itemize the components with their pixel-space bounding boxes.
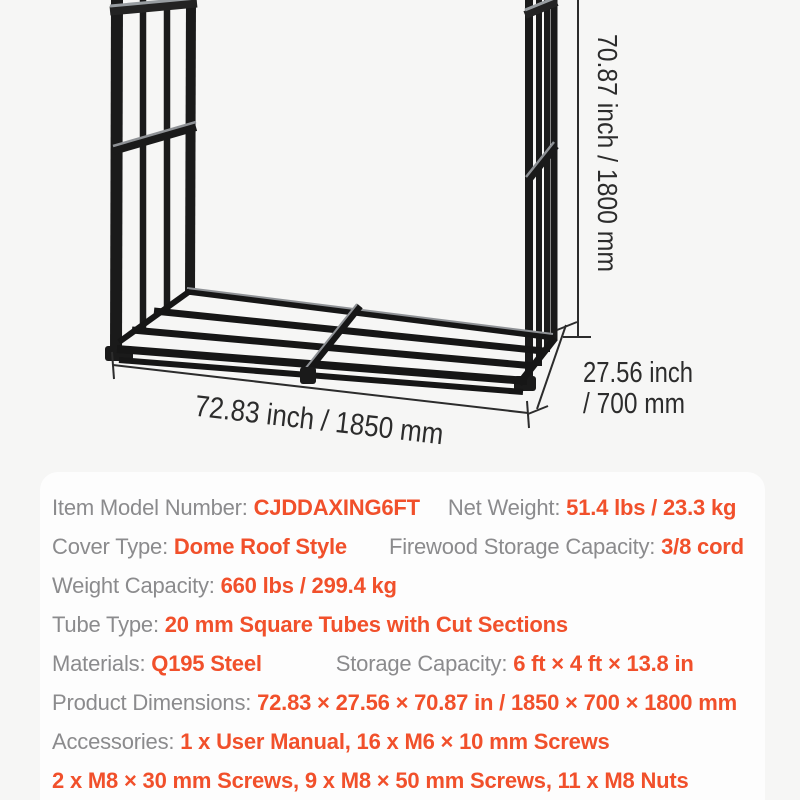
- spec-value: 3/8 cord: [661, 534, 744, 559]
- spec-label: Materials:: [52, 651, 152, 676]
- height-dimension-label: 70.87 inch / 1800 mm: [592, 34, 623, 304]
- spec-row-weight-capacity: [52, 566, 745, 605]
- depth-dimension-label-line2: / 700 mm: [583, 388, 685, 420]
- left-back-post: [190, 0, 191, 295]
- base-back-rail-highlight: [187, 288, 553, 334]
- spec-panel: [40, 472, 765, 800]
- spec-label: Cover Type:: [52, 534, 174, 559]
- spec-row-accessories-continued: [52, 761, 745, 800]
- spec-label: Product Dimensions:: [52, 690, 258, 715]
- base-frame: [117, 288, 555, 392]
- spec-label: Tube Type:: [52, 612, 165, 637]
- left-front-post: [116, 0, 117, 352]
- spec-value: Q195 Steel: [151, 651, 262, 676]
- width-dimension-right-tick: [527, 401, 529, 428]
- spec-value: 2 x M8 × 30 mm Screws, 9 x M8 × 50 mm Screws, 11 x M8 Nuts: [52, 768, 689, 793]
- spec-row-model-weight: [52, 488, 745, 527]
- spec-row-accessories: [52, 722, 745, 761]
- spec-label: Weight Capacity:: [52, 573, 221, 598]
- spec-row-cover-capacity: [52, 527, 745, 566]
- depth-dimension-label-line1: 27.56 inch: [583, 357, 693, 389]
- depth-dimension-top-tick: [557, 322, 577, 330]
- spec-value: Dome Roof Style: [173, 534, 347, 559]
- spec-value: 72.83 × 27.56 × 70.87 in / 1850 × 700 × 1800 mm: [257, 690, 737, 715]
- spec-label: Item Model Number:: [52, 495, 254, 520]
- spec-value: 6 ft × 4 ft × 13.8 in: [513, 651, 694, 676]
- left-end-panel: [105, 0, 197, 361]
- spec-value: 20 mm Square Tubes with Cut Sections: [164, 612, 568, 637]
- spec-row-tube-type: [52, 605, 745, 644]
- spec-value: 660 lbs / 299.4 kg: [220, 573, 397, 598]
- spec-row-product-dimensions: [52, 683, 745, 722]
- spec-row-materials-storage: [52, 644, 745, 683]
- spec-value: 1 x User Manual, 16 x M6 × 10 mm Screws: [180, 729, 610, 754]
- center-front-foot: [300, 367, 316, 384]
- spec-value: 51.4 lbs / 23.3 kg: [566, 495, 737, 520]
- spec-label: Firewood Storage Capacity:: [388, 534, 662, 559]
- width-dimension-label: 72.83 inch / 1850 mm: [193, 389, 484, 456]
- spec-value: CJDDAXING6FT: [253, 495, 420, 520]
- spec-label: Accessories:: [52, 729, 181, 754]
- left-mid-crossbar: [113, 127, 196, 151]
- spec-label: Net Weight:: [447, 495, 567, 520]
- height-dimension: [563, 0, 591, 337]
- base-center-cross-highlight: [305, 304, 357, 369]
- spec-label: Storage Capacity:: [335, 651, 514, 676]
